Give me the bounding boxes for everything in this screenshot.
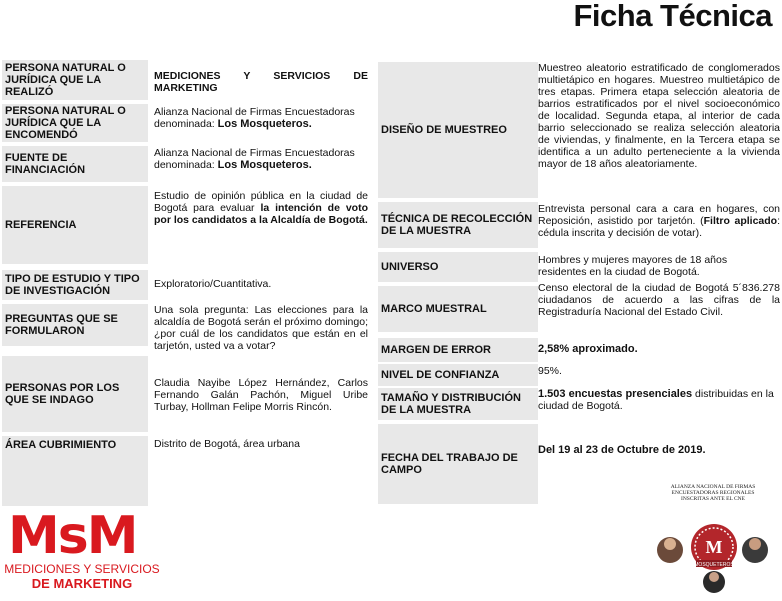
label-confianza: NIVEL DE CONFIANZA bbox=[378, 364, 538, 386]
alianza-caption: ALIANZA NACIONAL DE FIRMAS ENCUESTADORAS REGIONALES INSCRITAS ANTE EL CNE bbox=[670, 484, 756, 502]
face-bottom bbox=[709, 572, 719, 582]
label-margen: MARGEN DE ERROR bbox=[378, 338, 538, 362]
label-personas: PERSONAS POR LOS QUE SE INDAGO bbox=[2, 356, 148, 432]
msm-logo-line1: MEDICIONES Y SERVICIOS bbox=[4, 562, 160, 576]
label-universo: UNIVERSO bbox=[378, 252, 538, 282]
page-title: Ficha Técnica bbox=[573, 0, 772, 33]
face-left bbox=[664, 538, 676, 550]
emblem-name: MOSQUETEROS bbox=[694, 562, 734, 568]
value-marco: Censo electoral de la ciudad de Bogotá 5´836.278 ciudadanos de acuerdo a las cifras de la Registraduría Nacional del Estado Civil. bbox=[538, 282, 780, 318]
mosqueteros-emblem bbox=[648, 502, 778, 596]
label-tecnica: TÉCNICA DE RECOLECCIÓN DE LA MUESTRA bbox=[378, 202, 538, 248]
value-referencia: Estudio de opinión pública en la ciudad de Bogotá para evaluar la intención de voto por los candidatos a la Alcaldía de Bogotá. bbox=[154, 190, 368, 226]
label-area: ÁREA CUBRIMIENTO bbox=[2, 436, 148, 506]
msm-logo-line2: DE MARKETING bbox=[31, 576, 133, 591]
label-fecha: FECHA DEL TRABAJO DE CAMPO bbox=[378, 424, 538, 504]
label-preguntas: PREGUNTAS QUE SE FORMULARON bbox=[2, 304, 148, 346]
value-confianza: 95%. bbox=[538, 365, 562, 377]
label-tipo-estudio: TIPO DE ESTUDIO Y TIPO DE INVESTIGACIÓN bbox=[2, 270, 148, 300]
label-diseno: DISEÑO DE MUESTREO bbox=[378, 62, 538, 198]
label-referencia: REFERENCIA bbox=[2, 186, 148, 264]
label-marco: MARCO MUESTRAL bbox=[378, 286, 538, 332]
value-area: Distrito de Bogotá, área urbana bbox=[154, 438, 300, 450]
value-encomendo: Alianza Nacional de Firmas Encuestadoras denominada: Los Mosqueteros. bbox=[154, 106, 355, 130]
label-financiacion: FUENTE DE FINANCIACIÓN bbox=[2, 146, 148, 182]
value-realizo: MEDICIONES Y SERVICIOS DE MARKETING bbox=[154, 70, 368, 94]
msm-logo bbox=[2, 506, 162, 591]
value-fecha: Del 19 al 23 de Octubre de 2019. bbox=[538, 444, 706, 456]
emblem-letter: M bbox=[705, 537, 723, 557]
label-realizo: PERSONA NATURAL O JURÍDICA QUE LA REALIZÓ bbox=[2, 60, 148, 100]
value-tipo-estudio: Exploratorio/Cuantitativa. bbox=[154, 278, 272, 290]
msm-logo-mark: MsM bbox=[8, 506, 137, 566]
value-universo: Hombres y mujeres mayores de 18 años residentes en la ciudad de Bogotá. bbox=[538, 254, 728, 278]
face-right bbox=[749, 538, 761, 550]
value-preguntas: Una sola pregunta: Las elecciones para la alcaldía de Bogotá serán el próximo domingo; ¿por cuál de los candidatos que están en el tarjetón, usted va a votar? bbox=[154, 304, 368, 352]
label-tamano: TAMAÑO Y DISTRIBUCIÓN DE LA MUESTRA bbox=[378, 388, 538, 420]
value-diseno: Muestreo aleatorio estratificado de conglomerados multietápico en hogares. Muestreo multietápico de tres etapas. Primera etapa selección aleatoria de barrios estratificados por el nivel socioeconómico de localidad. Segunda etapa, al interior de cada barrio seleccionado se realiza selección aleatoria de viviendas, y finalmente, en la Tercera etapa se identifica a un adulto perteneciente a la vivienda mayor de 18 años aleatoriamente. bbox=[538, 62, 780, 170]
value-tecnica: Entrevista personal cara a cara en hogares, con Reposición, asistido por tarjetón. (Filtro aplicado: cédula inscrita y decisión de votar). bbox=[538, 203, 781, 239]
value-tamano: 1.503 encuestas presenciales distribuidas en la ciudad de Bogotá. bbox=[538, 388, 774, 412]
alianza-logo bbox=[648, 484, 778, 596]
value-financiacion: Alianza Nacional de Firmas Encuestadoras denominada: Los Mosqueteros. bbox=[154, 147, 355, 171]
value-margen: 2,58% aproximado. bbox=[538, 343, 638, 355]
value-personas: Claudia Nayibe López Hernández, Carlos Fernando Galán Pachón, Miguel Uribe Turbay, Hollman Felipe Morris Rincón. bbox=[154, 377, 368, 413]
label-encomendo: PERSONA NATURAL O JURÍDICA QUE LA ENCOMENDÓ bbox=[2, 104, 148, 142]
